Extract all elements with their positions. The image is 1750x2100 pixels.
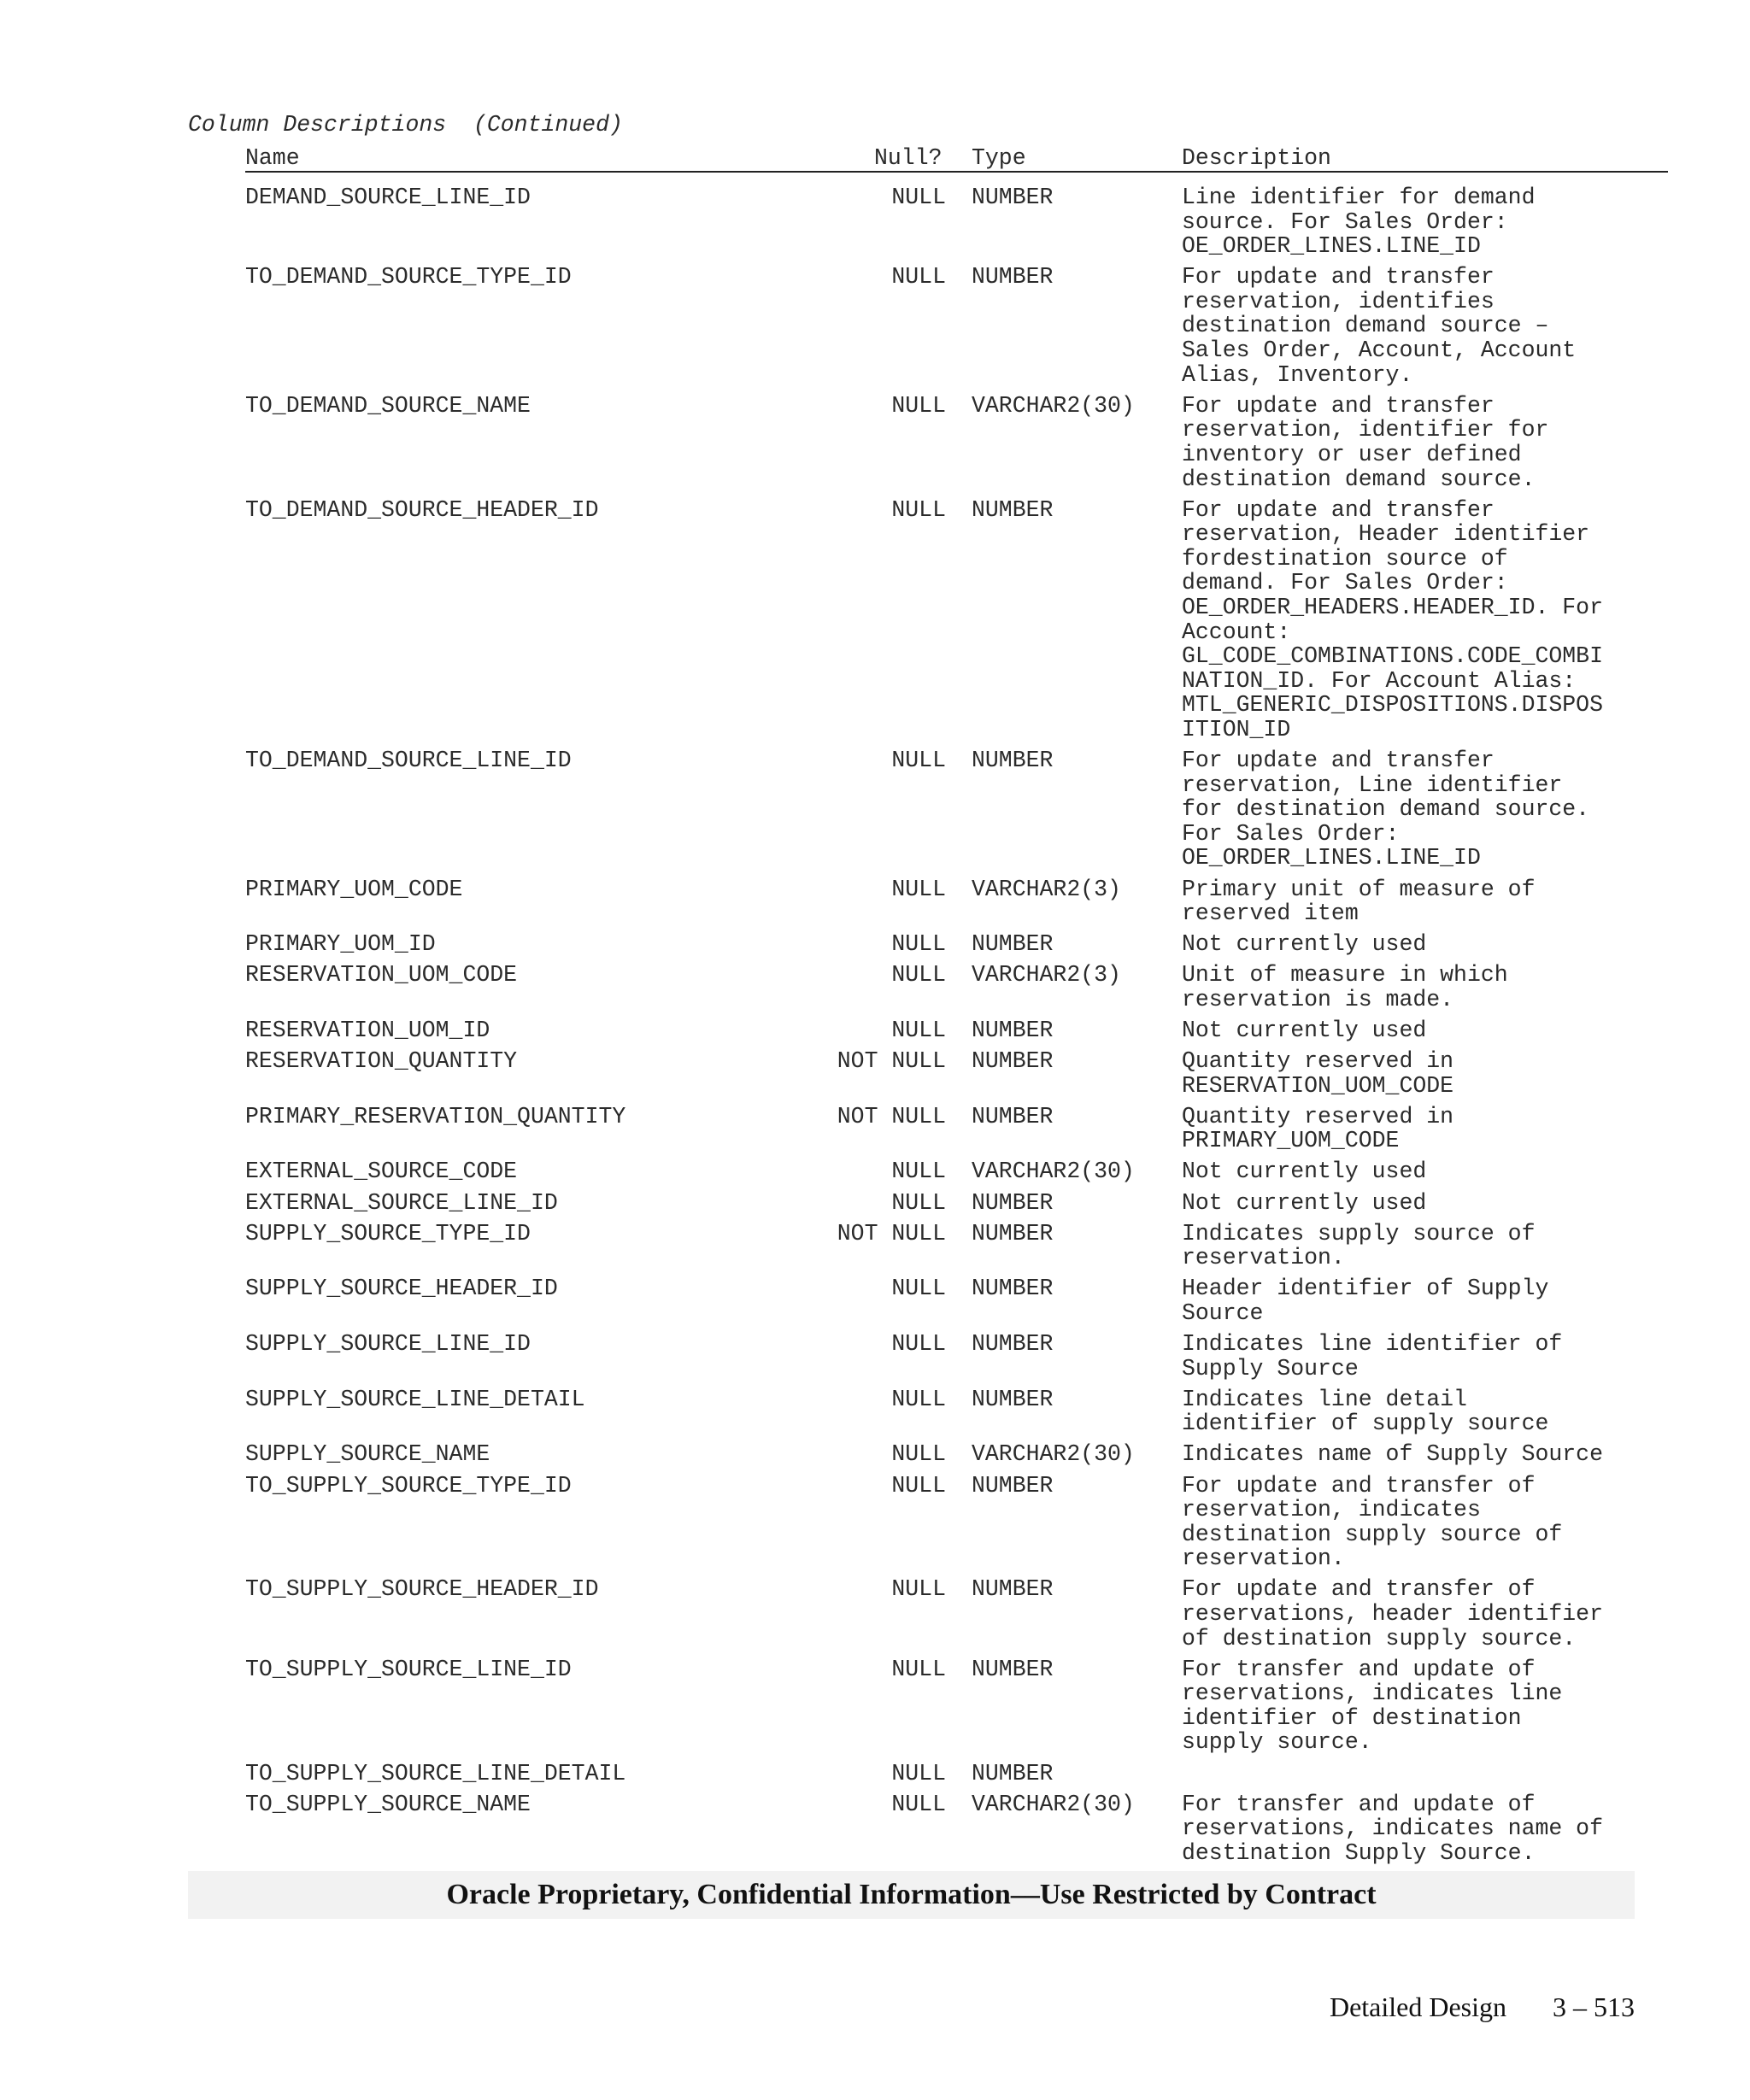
column-nullable: NOT NULL — [837, 1220, 946, 1247]
column-type: NUMBER — [972, 1189, 1054, 1216]
column-type: NUMBER — [972, 1220, 1054, 1247]
table-row — [245, 1442, 1668, 1467]
column-nullable: NULL — [891, 876, 946, 902]
header-type: Type — [972, 145, 1026, 171]
column-type: NUMBER — [972, 1656, 1054, 1682]
confidential-banner — [188, 1871, 1635, 1919]
column-name: TO_SUPPLY_SOURCE_TYPE_ID — [245, 1472, 572, 1499]
column-type: VARCHAR2(3) — [972, 962, 1121, 988]
column-name: TO_DEMAND_SOURCE_TYPE_ID — [245, 264, 572, 290]
column-nullable: NULL — [891, 1159, 946, 1185]
column-name: RESERVATION_UOM_CODE — [245, 962, 518, 988]
column-name: TO_SUPPLY_SOURCE_HEADER_ID — [245, 1576, 599, 1603]
column-name: TO_SUPPLY_SOURCE_LINE_DETAIL — [245, 1760, 626, 1786]
column-description: For update and transfer reservation, identifier for inventory or user defined destination demand source. — [1182, 392, 1549, 492]
column-type: VARCHAR2(3) — [972, 876, 1121, 902]
column-nullable: NULL — [891, 1331, 946, 1358]
column-type: NUMBER — [972, 931, 1054, 958]
column-type: VARCHAR2(30) — [972, 1159, 1135, 1185]
column-name: SUPPLY_SOURCE_HEADER_ID — [245, 1276, 558, 1302]
column-name: SUPPLY_SOURCE_NAME — [245, 1441, 490, 1468]
column-name: DEMAND_SOURCE_LINE_ID — [245, 185, 531, 210]
column-type: NUMBER — [972, 1331, 1054, 1358]
column-description: Not currently used — [1182, 1018, 1427, 1043]
page-footer — [1316, 1960, 1635, 2023]
column-description: For transfer and update of reservations, indicates name of destination Supply Source. — [1182, 1791, 1603, 1866]
column-name: PRIMARY_UOM_ID — [245, 931, 436, 958]
table-row — [245, 1792, 1668, 1866]
column-nullable: NULL — [891, 1386, 946, 1412]
column-name: TO_DEMAND_SOURCE_HEADER_ID — [245, 496, 599, 523]
header-description: Description — [1182, 145, 1331, 171]
column-name: EXTERNAL_SOURCE_CODE — [245, 1159, 518, 1185]
column-name: SUPPLY_SOURCE_LINE_ID — [245, 1331, 531, 1358]
section-title: Detailed Design — [1329, 1991, 1506, 2022]
column-description: Indicates name of Supply Source — [1182, 1441, 1603, 1468]
column-name: PRIMARY_UOM_CODE — [245, 876, 463, 902]
column-type: NUMBER — [972, 1472, 1054, 1499]
column-type: NUMBER — [972, 1103, 1054, 1129]
column-type: VARCHAR2(30) — [972, 392, 1135, 419]
column-nullable: NULL — [891, 1791, 946, 1817]
table-row — [245, 1332, 1668, 1381]
column-description: For update and transfer of reservations, header identifier of destination supply source. — [1182, 1576, 1603, 1651]
column-nullable: NULL — [891, 1760, 946, 1786]
column-description: Indicates supply source of reservation. — [1182, 1220, 1536, 1271]
column-description: For transfer and update of reservations, indicates line identifier of destination supply source. — [1182, 1656, 1563, 1756]
table-row — [245, 1018, 1668, 1043]
confidential-notice: Oracle Proprietary, Confidential Information––Use Restricted by Contract — [446, 1879, 1377, 1910]
column-description: Unit of measure in which reservation is made. — [1182, 962, 1508, 1012]
table-row — [245, 1657, 1668, 1755]
column-type: NUMBER — [972, 1576, 1054, 1603]
column-nullable: NULL — [891, 392, 946, 419]
table-row — [245, 1049, 1668, 1098]
column-nullable: NULL — [891, 1276, 946, 1302]
column-nullable: NOT NULL — [837, 1048, 946, 1075]
column-name: TO_DEMAND_SOURCE_LINE_ID — [245, 748, 572, 774]
column-type: VARCHAR2(30) — [972, 1441, 1135, 1468]
table-row — [245, 498, 1668, 742]
column-nullable: NULL — [891, 1189, 946, 1216]
column-description: Line identifier for demand source. For Sales Order: OE_ORDER_LINES.LINE_ID — [1182, 185, 1536, 260]
table-row — [245, 932, 1668, 957]
column-type: NUMBER — [972, 1760, 1054, 1786]
column-type: VARCHAR2(30) — [972, 1791, 1135, 1817]
column-nullable: NOT NULL — [837, 1103, 946, 1129]
page-number: 3 – 513 — [1553, 1991, 1635, 2022]
table-row — [245, 185, 1668, 259]
column-descriptions-table — [245, 142, 1668, 1865]
column-type: NUMBER — [972, 1386, 1054, 1412]
column-description: For update and transfer reservation, Header identifier fordestination source of demand. For Sales Order: OE_ORDER_HEADERS.HEADER_ID. For Account: GL_CODE_COMBINATIONS.CODE_COMBI NATION_ID. For Account Alias: MTL_GENERIC_DISPOSITIONS.DISPOS ITION_ID — [1182, 496, 1603, 742]
table-row — [245, 1387, 1668, 1436]
column-description: Indicates line identifier of Supply Source — [1182, 1331, 1563, 1381]
column-description: Not currently used — [1182, 931, 1427, 958]
table-row — [245, 1105, 1668, 1153]
column-name: TO_DEMAND_SOURCE_NAME — [245, 392, 531, 419]
column-description — [1182, 1762, 1668, 1786]
column-description: Not currently used — [1182, 1159, 1427, 1185]
column-nullable: NULL — [891, 1472, 946, 1499]
column-nullable: NULL — [891, 962, 946, 988]
column-name: RESERVATION_UOM_ID — [245, 1018, 490, 1043]
column-description: Primary unit of measure of reserved item — [1182, 876, 1536, 927]
column-type: NUMBER — [972, 748, 1054, 774]
column-description: Header identifier of Supply Source — [1182, 1276, 1549, 1326]
column-description: Quantity reserved in RESERVATION_UOM_CODE — [1182, 1048, 1454, 1099]
column-nullable: NULL — [891, 264, 946, 290]
column-name: SUPPLY_SOURCE_TYPE_ID — [245, 1220, 531, 1247]
table-row — [245, 748, 1668, 871]
column-description: For update and transfer reservation, Line identifier for destination demand source. For Sales Order: OE_ORDER_LINES.LINE_ID — [1182, 748, 1590, 871]
table-row — [245, 265, 1668, 387]
column-description: Quantity reserved in PRIMARY_UOM_CODE — [1182, 1103, 1454, 1154]
column-name: EXTERNAL_SOURCE_LINE_ID — [245, 1189, 558, 1216]
column-type: NUMBER — [972, 185, 1054, 210]
table-row — [245, 1577, 1668, 1651]
column-description: Not currently used — [1182, 1189, 1427, 1216]
column-type: NUMBER — [972, 264, 1054, 290]
header-name: Name — [245, 145, 300, 171]
table-body — [245, 185, 1668, 1865]
table-row — [245, 1159, 1668, 1184]
column-nullable: NULL — [891, 1441, 946, 1468]
table-row — [245, 1762, 1668, 1786]
column-nullable: NULL — [891, 931, 946, 958]
column-description: For update and transfer reservation, identifies destination demand source – Sales Order, Account, Account Alias, Inventory. — [1182, 264, 1577, 388]
column-type: NUMBER — [972, 1276, 1054, 1302]
column-type: NUMBER — [972, 1018, 1054, 1043]
column-nullable: NULL — [891, 496, 946, 523]
column-name: PRIMARY_RESERVATION_QUANTITY — [245, 1103, 626, 1129]
table-caption: Column Descriptions (Continued) — [188, 112, 623, 138]
column-nullable: NULL — [891, 1018, 946, 1043]
table-header — [245, 142, 1668, 173]
column-name: TO_SUPPLY_SOURCE_LINE_ID — [245, 1656, 572, 1682]
column-name: RESERVATION_QUANTITY — [245, 1048, 518, 1075]
column-nullable: NULL — [891, 1656, 946, 1682]
column-nullable: NULL — [891, 185, 946, 210]
column-name: SUPPLY_SOURCE_LINE_DETAIL — [245, 1386, 585, 1412]
column-name: TO_SUPPLY_SOURCE_NAME — [245, 1791, 531, 1817]
column-description: Indicates line detail identifier of supply source — [1182, 1386, 1549, 1437]
table-row — [245, 963, 1668, 1012]
table-row — [245, 877, 1668, 926]
table-row — [245, 1222, 1668, 1270]
column-nullable: NULL — [891, 748, 946, 774]
column-nullable: NULL — [891, 1576, 946, 1603]
column-description: For update and transfer of reservation, indicates destination supply source of reservation. — [1182, 1472, 1563, 1572]
column-type: NUMBER — [972, 1048, 1054, 1075]
table-row — [245, 394, 1668, 491]
table-row — [245, 1191, 1668, 1216]
header-null: Null? — [874, 145, 943, 171]
table-row — [245, 1474, 1668, 1571]
table-row — [245, 1276, 1668, 1325]
column-type: NUMBER — [972, 496, 1054, 523]
